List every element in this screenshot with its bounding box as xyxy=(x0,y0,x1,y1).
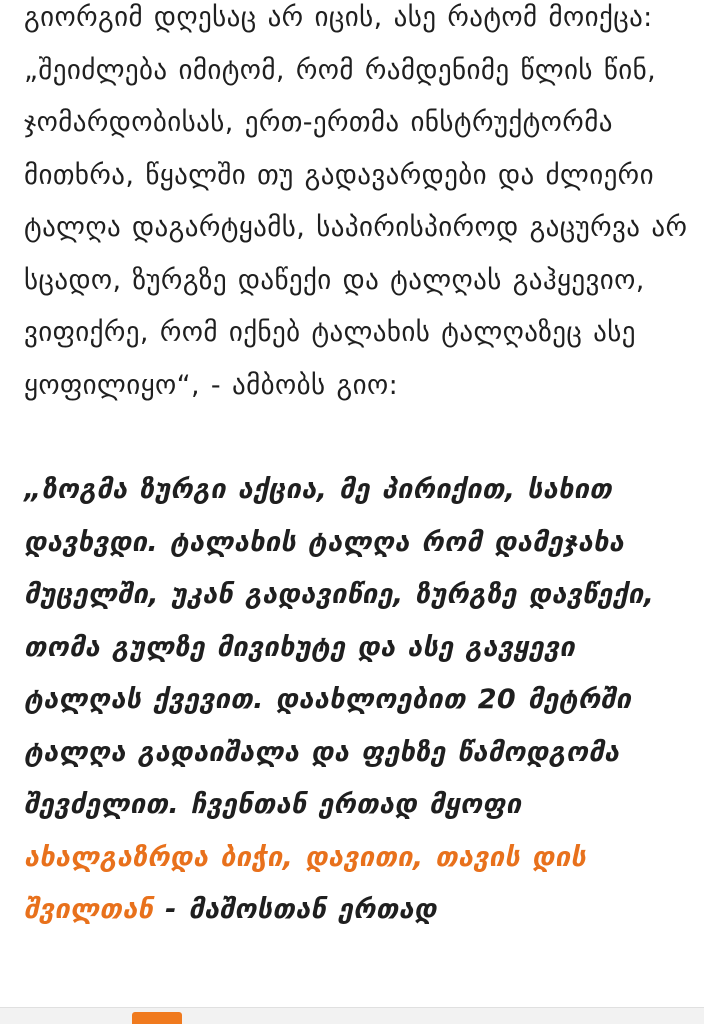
article-paragraph-2 xyxy=(24,464,696,937)
article-inline-link[interactable]: ახალგაზრდა ბიჭი, დავითი, თავის დის შვილთან xyxy=(24,841,587,925)
article-body xyxy=(24,0,696,937)
sticky-bottom-bar[interactable] xyxy=(0,1007,704,1024)
article-paragraph-1: გიორგიმ დღესაც არ იცის, ასე რატომ მოიქცა: „შეიძლება იმიტომ, რომ რამდენიმე წლის წინ, ჯომარდობისას, ერთ-ერთმა ინსტრუქტორმა მითხრა, წყალში თუ გადავარდები და ძლიერი ტალღა დაგარტყამს, საპირისპიროდ გაცურვა არ სცადო, ზურგზე დაწექი და ტალღას გაჰყევიო, ვიფიქრე, რომ იქნებ ტალახის ტალღაზეც ასე ყოფილიყო“, - ამბობს გიო: xyxy=(24,2,688,401)
article-paragraph-2-tail: - მაშოსთან ერთად xyxy=(153,894,437,925)
paragraph-spacer xyxy=(24,412,696,464)
article-paragraph-2-text: „ზოგმა ზურგი აქცია, მე პირიქით, სახით დავხვდი. ტალახის ტალღა რომ დამეჯახა მუცელში, უკან გადავიწიე, ზურგზე დავწექი, თომა გულზე მივიხუტე და ასე გავყევი ტალღას ქვევით. დაახლოებით 20 მეტრში ტალღა გადაიშალა და ფეხზე წამოდგომა შევძელით. ჩვენთან ერთად მყოფი xyxy=(24,474,655,820)
sticky-bar-accent-tab[interactable] xyxy=(132,1012,182,1024)
